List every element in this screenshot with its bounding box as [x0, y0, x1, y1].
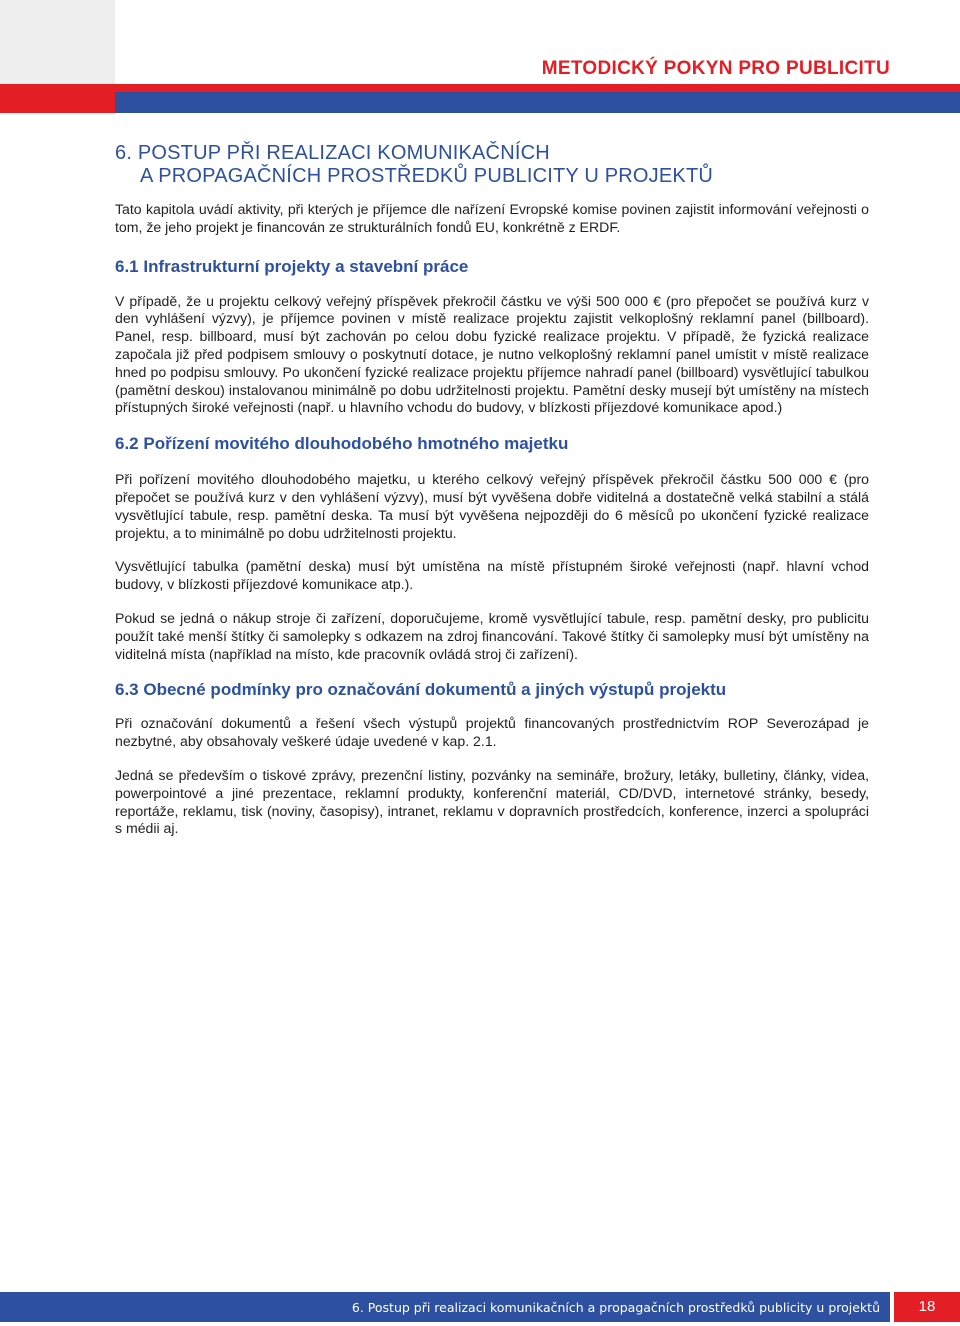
document-title: METODICKÝ POKYN PRO PUBLICITU: [541, 58, 890, 79]
header-blue-stripe: [115, 92, 960, 113]
section-6-2-paragraph-3: Pokud se jedná o nákup stroje či zařízení, doporučujeme, kromě vysvětlující tabule, resp. pamětní desky, pro publicitu použít také menší štítky či samolepky s odkazem na zdroj financování. Takové štítky či samolepky musí být umístěny na viditelná místa (například na místo, kde pracovník ovládá stroj či zařízení).: [115, 609, 869, 662]
section-heading-6-2: 6.2 Pořízení movitého dlouhodobého hmotného majetku: [115, 434, 569, 454]
page-number: 18: [894, 1292, 960, 1322]
section-6-1-paragraph-1: V případě, že u projektu celkový veřejný příspěvek překročil částku ve výši 500 000 € (pro přepočet se používá kurz v den vyhlášení výzvy), je příjemce povinen v místě realizace projektu zajistit velkoplošný reklamní panel (billboard). Panel, resp. billboard, musí být zachován po celou dobu fyzické realizace projektu. V případě, že fyzická realizace započala již před podpisem smlouvy o poskytnutí dotace, je nutno velkoplošný reklamní panel umístit v místě realizace hned po podpisu smlouvy. Po ukončení fyzické realizace projektu příjemce nahradí panel (billboard) vysvětlující tabulkou (pamětní deskou) instalovanou minimálně po dobu udržitelnosti projektu. Pamětní desky musejí být umístěny na místech přístupných široké veřejnosti (např. u hlavního vchodu do budovy, v blízkosti příjezdové komunikace apod.): [115, 292, 869, 416]
section-heading-6-1: 6.1 Infrastrukturní projekty a stavební práce: [115, 256, 469, 276]
chapter-intro: Tato kapitola uvádí aktivity, při kterých je příjemce dle nařízení Evropské komise povinen zajistit informování veřejnosti o tom, že jeho projekt je financován ze strukturálních fondů EU, konkrétně z ERDF.: [115, 201, 869, 235]
footer-chapter-text: 6. Postup při realizaci komunikačních a propagačních prostředků publicity u projektů: [351, 1300, 880, 1315]
chapter-title: [115, 142, 869, 188]
section-heading-6-3: 6.3 Obecné podmínky pro označování dokumentů a jiných výstupů projektu: [115, 680, 727, 700]
header-red-stripe: [115, 84, 960, 92]
header-red-block: [0, 84, 115, 113]
page-content: [115, 142, 869, 838]
section-6-2-paragraph-1: Při pořízení movitého dlouhodobého majetku, u kterého celkový veřejný příspěvek překročil částku 500 000 € (pro přepočet se používá kurz v den vyhlášení výzvy), musí být vyvěšena dobře viditelná a dostatečně velká stabilní a stálá vysvětlující tabule, resp. pamětní deska. Ta musí být vyvěšena nejpozději do 6 měsíců po ukončení fyzické realizace projektu, a to minimálně po dobu udržitelnosti projektu.: [115, 471, 869, 541]
chapter-title-line-2: A PROPAGAČNÍCH PROSTŘEDKŮ PUBLICITY U PROJEKTŮ: [140, 165, 714, 187]
section-6-3-paragraph-2: Jedná se především o tiskové zprávy, prezenční listiny, pozvánky na semináře, brožury, letáky, bulletiny, články, videa, powerpointové a jiné prezentace, reklamní produkty, konferenční materiál, CD/DVD, internetové stránky, besedy, reportáže, reklamu, tisk (noviny, časopisy), intranet, reklamu v dopravních prostředcích, konference, inzerci a spolupráci s médii aj.: [115, 766, 869, 837]
header-gray-block: [0, 0, 115, 84]
section-6-2-paragraph-2: Vysvětlující tabulka (pamětní deska) musí být umístěna na místě přístupném široké veřejnosti (např. hlavní vchod budovy, v blízkosti příjezdové komunikace atp.).: [115, 558, 869, 593]
section-6-3-paragraph-1: Při označování dokumentů a řešení všech výstupů projektů financovaných prostřednictvím ROP Severozápad je nezbytné, aby obsahovaly veškeré údaje uvedené v kap. 2.1.: [115, 715, 869, 750]
chapter-title-line-1: 6. POSTUP PŘI REALIZACI KOMUNIKAČNÍCH: [115, 142, 550, 164]
